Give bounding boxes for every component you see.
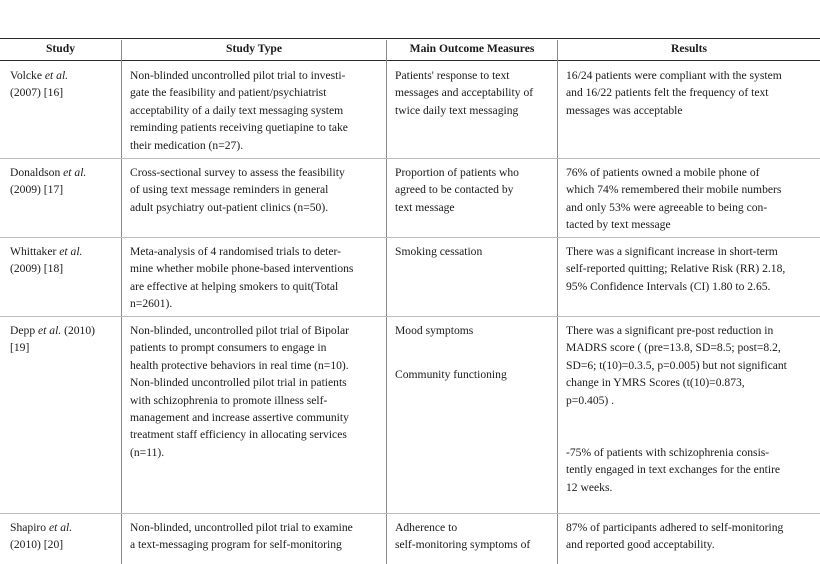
author-text: (2010) [20] [10, 538, 64, 552]
cell-line: p=0.405) . [566, 393, 615, 407]
author-et-al: et al. [44, 69, 69, 82]
cell-line: mine whether mobile phone-based interventions [130, 262, 354, 276]
author-text: (2007) [16] [10, 86, 64, 100]
cell-line: and 16/22 patients felt the frequency of text [566, 86, 769, 100]
cell-line: MADRS score ( (pre=13.8, SD=8.5; post=8.2, [566, 341, 781, 355]
cell-line [10, 164, 120, 181]
study-type-cell [130, 322, 384, 461]
cell-line: Non-blinded uncontrolled pilot trial to investi- [130, 69, 346, 82]
cell-line: 76% of patients owned a mobile phone of [566, 166, 760, 179]
cell-line: Proportion of patients who [395, 166, 519, 179]
cell-line: reminding patients receiving quetiapine to take [130, 121, 348, 135]
cell-line: of using text message reminders in general [130, 183, 329, 197]
cell-line: Cross-sectional survey to assess the feasibility [130, 166, 345, 179]
cell-line: adult psychiatry out-patient clinics (n=50). [130, 200, 329, 214]
header-study-type: Study Type [226, 42, 282, 55]
study-cell [10, 67, 120, 102]
cell-line: gate the feasibility and patient/psychiatrist [130, 86, 327, 100]
cell-line: which 74% remembered their mobile numbers [566, 183, 782, 197]
cell-line: and only 53% were agreeable to being con- [566, 200, 768, 214]
cell-line [10, 536, 120, 553]
cell-line: and reported good acceptability. [566, 538, 715, 552]
results-cell [566, 67, 818, 119]
cell-line: 87% of participants adhered to self-monitoring [566, 521, 784, 534]
header-main-outcome-measures: Main Outcome Measures [409, 42, 535, 55]
cell-line: There was a significant increase in short-term [566, 245, 778, 258]
cell-line: (n=11). [130, 445, 165, 459]
cell-line: change in YMRS Scores (t(10)=0.873, [566, 376, 745, 390]
cell-line: tacted by text message [566, 218, 671, 232]
table-header-rule [0, 60, 820, 61]
header-results: Results [670, 42, 708, 55]
row-separator [0, 513, 820, 514]
cell-line: their medication (n=27). [130, 138, 244, 152]
cell-line: Non-blinded, uncontrolled pilot trial to examine [130, 521, 353, 534]
row-separator [0, 316, 820, 317]
cell-line [10, 519, 120, 536]
row-separator [0, 158, 820, 159]
cell-line: messages was acceptable [566, 103, 683, 117]
study-cell [10, 322, 120, 357]
cell-line: text message [395, 200, 455, 214]
study-type-cell [130, 243, 384, 313]
cell-line: 16/24 patients were compliant with the system [566, 69, 782, 82]
column-divider [121, 40, 122, 564]
cell-line: acceptability of a daily text messaging system [130, 103, 344, 117]
study-cell [10, 519, 120, 554]
author-text: Depp [10, 324, 39, 337]
author-text: (2009) [17] [10, 183, 64, 197]
cell-line: Smoking cessation [395, 245, 483, 258]
header-study: Study [45, 42, 75, 55]
author-et-al: et al. [38, 324, 62, 337]
column-divider [557, 40, 558, 564]
cell-line: health protective behaviors in real time (n=10). [130, 358, 349, 372]
cell-line: 95% Confidence Intervals (CI) 1.80 to 2.65. [566, 279, 771, 293]
cell-line: Non-blinded, uncontrolled pilot trial of Bipolar [130, 324, 349, 337]
cell-line: self-monitoring symptoms of [395, 538, 531, 552]
study-type-cell [130, 519, 384, 554]
cell-line: Meta-analysis of 4 randomised trials to deter- [130, 245, 341, 258]
cell-line [10, 67, 120, 84]
cell-line [10, 260, 120, 277]
cell-line: Non-blinded uncontrolled pilot trial in patients [130, 376, 347, 390]
results-cell [566, 164, 818, 234]
author-text: Donaldson [10, 166, 64, 179]
outcome-cell [395, 67, 555, 119]
cell-line: -75% of patients with schizophrenia consis- [566, 445, 770, 459]
cell-line: n=2601). [130, 297, 173, 311]
cell-line [10, 84, 120, 101]
author-text: Volcke [10, 69, 45, 82]
table-top-rule [0, 38, 820, 39]
cell-line: Community functioning [395, 367, 507, 381]
results-cell [566, 243, 818, 295]
study-cell [10, 243, 120, 278]
cell-line [10, 339, 120, 356]
study-cell [10, 164, 120, 199]
study-type-cell [130, 67, 384, 154]
cell-line: a text-messaging program for self-monitoring [130, 538, 342, 552]
cell-line: patients to prompt consumers to engage in [130, 341, 327, 355]
author-text: Whittaker [10, 245, 60, 258]
author-text: (2009) [18] [10, 262, 64, 276]
cell-line [10, 243, 120, 260]
outcome-cell [395, 164, 555, 216]
cell-line: Patients' response to text [395, 69, 510, 82]
cell-line: SD=6; t(10)=0.3.5, p=0.005) but not significant [566, 358, 787, 372]
cell-line: with schizophrenia to promote illness self- [130, 393, 328, 407]
cell-line: treatment staff efficiency in allocating services [130, 428, 347, 442]
cell-line: are effective at helping smokers to quit(Total [130, 279, 339, 293]
author-et-al: et al. [63, 166, 87, 179]
outcome-cell [395, 243, 555, 260]
cell-line: Mood symptoms [395, 324, 474, 337]
author-et-al: et al. [59, 245, 83, 258]
author-text: [19] [10, 341, 30, 355]
cell-line: self-reported quitting; Relative Risk (RR) 2.18, [566, 262, 786, 276]
cell-line: 12 weeks. [566, 480, 613, 494]
cell-line: Adherence to [395, 521, 458, 534]
author-text: (2010) [61, 324, 96, 337]
cell-line: management and increase assertive community [130, 411, 349, 425]
cell-line [10, 322, 120, 339]
cell-line: messages and acceptability of [395, 86, 534, 100]
study-type-cell [130, 164, 384, 216]
author-et-al: et al. [48, 521, 73, 534]
cell-line: There was a significant pre-post reduction in [566, 324, 774, 337]
cell-line: tently engaged in text exchanges for the entire [566, 463, 781, 477]
column-divider [386, 40, 387, 564]
cell-line [10, 181, 120, 198]
row-separator [0, 237, 820, 238]
outcome-cell [395, 519, 555, 554]
cell-line: agreed to be contacted by [395, 183, 514, 197]
cell-line: twice daily text messaging [395, 103, 519, 117]
author-text: Shapiro [10, 521, 49, 534]
results-cell [566, 519, 818, 554]
